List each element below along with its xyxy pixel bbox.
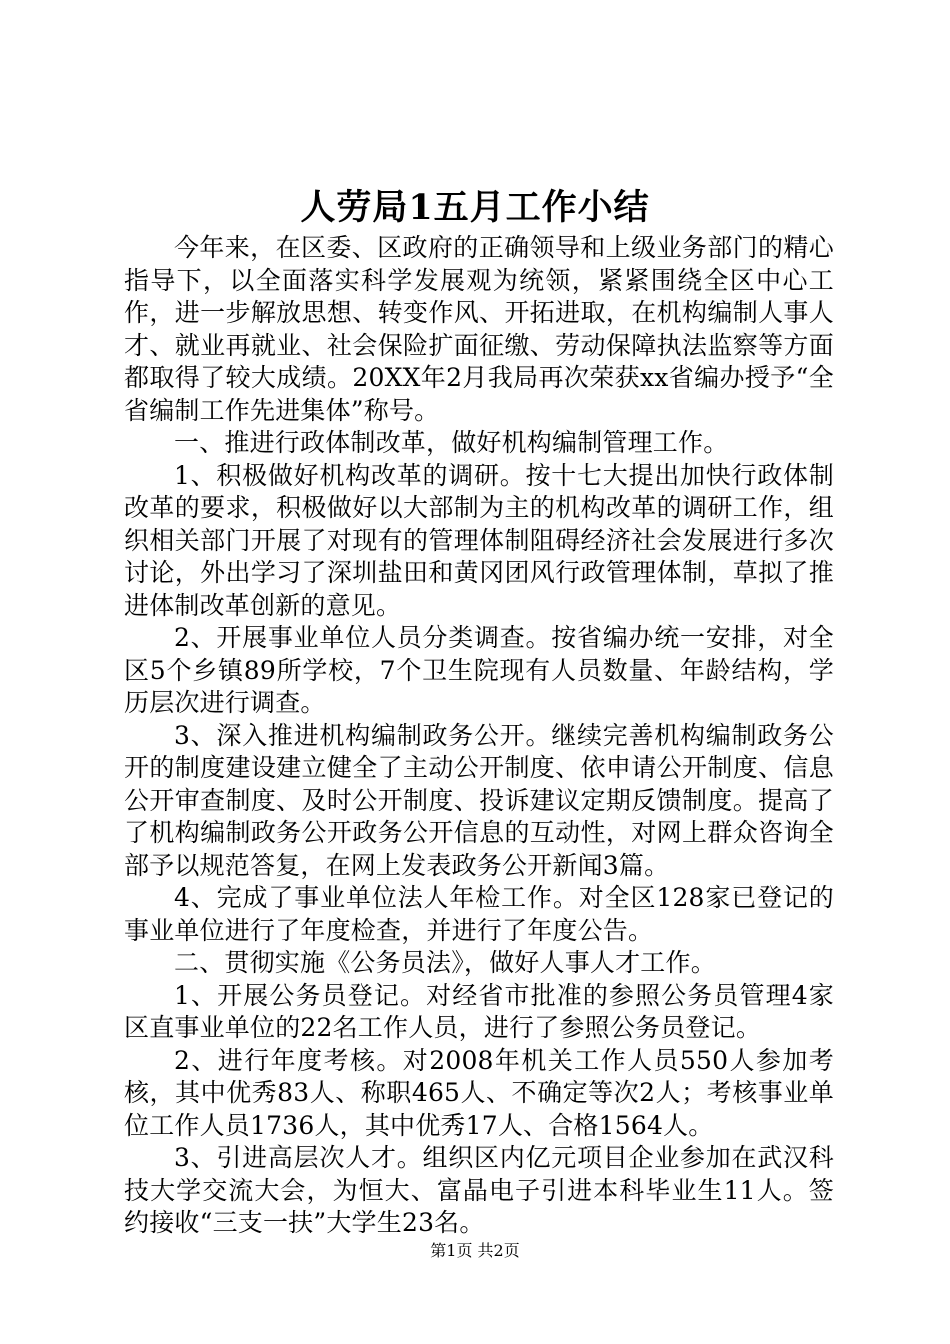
paragraph-1-2: 2、开展事业单位人员分类调查。按省编办统一安排，对全区5个乡镇89所学校，7个卫生院现有人员数量、年龄结构，学历层次进行调查。 [124,623,834,717]
section-heading-1: 一、推进行政体制改革，做好机构编制管理工作。 [174,428,729,457]
paragraph-2-2: 2、进行年度考核。对2008年机关工作人员550人参加考核，其中优秀83人、称职465人、不确定等次2人；考核事业单位工作人员1736人，其中优秀17人、合格1564人。 [124,1045,834,1140]
document-title: 人劳局1五月工作小结 [300,187,650,228]
paragraph-1-4: 4、完成了事业单位法人年检工作。对全区128家已登记的事业单位进行了年度检查，并进行了年度公告。 [124,883,834,945]
section-heading-2: 二、贯彻实施《公务员法》，做好人事人才工作。 [174,948,716,977]
paragraph-2-1: 1、开展公务员登记。对经省市批准的参照公务员管理4家区直事业单位的22名工作人员，进行了参照公务员登记。 [124,980,834,1042]
paragraph-2-3: 3、引进高层次人才。组织区内亿元项目企业参加在武汉科技大学交流大会，为恒大、富晶电子引进本科毕业生11人。签约接收“三支一扶”大学生23名。 [124,1143,834,1237]
paragraph-intro: 今年来，在区委、区政府的正确领导和上级业务部门的精心指导下，以全面落实科学发展观为统领，紧紧围绕全区中心工作，进一步解放思想、转变作风、开拓进取，在机构编制人事人才、就业再就业、社会保险扩面征缴、劳动保障执法监察等方面都取得了较大成绩。20XX年2月我局再次荣获xx省编办授予“全省编制工作先进集体”称号。 [124,233,834,425]
document-body [124,232,834,1240]
paragraph-1-3: 3、深入推进机构编制政务公开。继续完善机构编制政务公开的制度建设建立健全了主动公开制度、依申请公开制度、信息公开审查制度、及时公开制度、投诉建议定期反馈制度。提高了了机构编制政务公开政务公开信息的互动性，对网上群众咨询全部予以规范答复，在网上发表政务公开新闻3篇。 [124,720,834,880]
paragraph-1-1: 1、积极做好机构改革的调研。按十七大提出加快行政体制改革的要求，积极做好以大部制为主的机构改革的调研工作，组织相关部门开展了对现有的管理体制阻碍经济社会发展进行多次讨论，外出学习了深圳盐田和黄冈团风行政管理体制，草拟了推进体制改革创新的意见。 [124,460,834,620]
page-footer: 第1页 共2页 [430,1241,520,1260]
